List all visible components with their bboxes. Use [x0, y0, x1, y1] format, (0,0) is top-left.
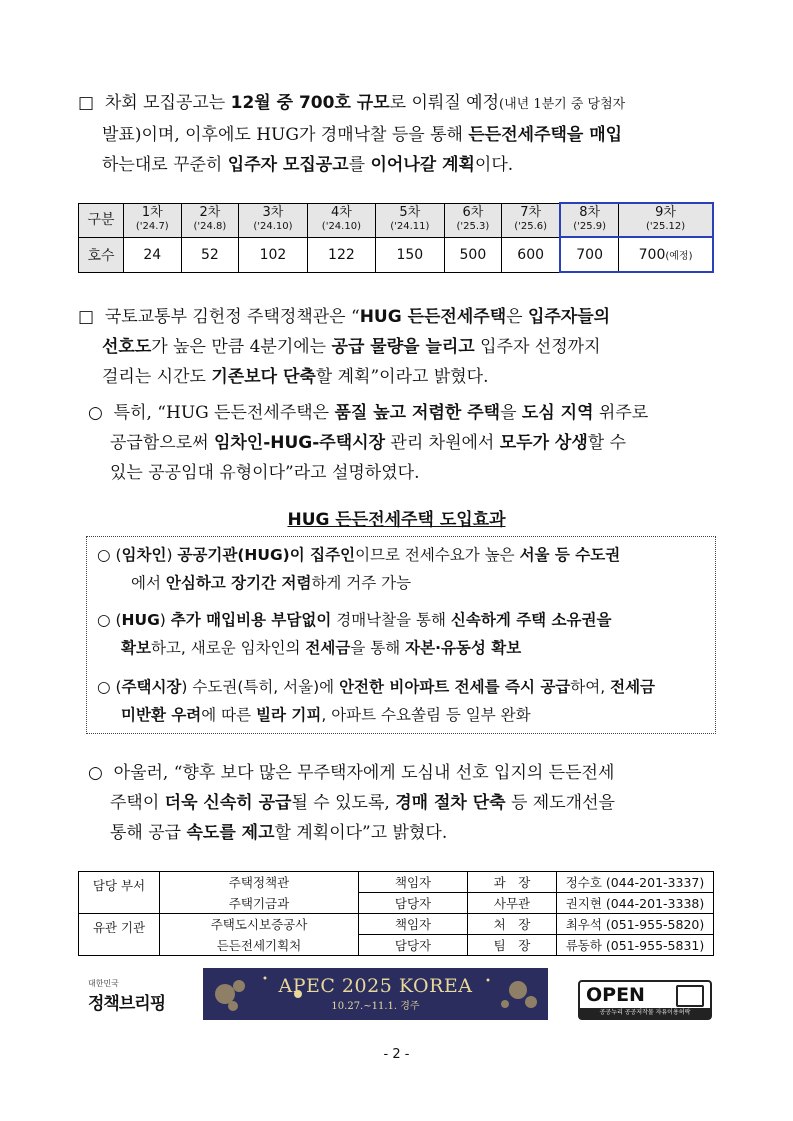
contact-person: 류동하 (051-955-5831): [557, 935, 714, 956]
round-cell: 6차 ('25.3): [444, 203, 502, 237]
contact-title: 사무관: [468, 893, 557, 914]
count-cell: 600: [502, 237, 560, 272]
effect-item-market: ○ (주택시장) 수도권(특히, 서울)에 안전한 비아파트 전세를 즉시 공급하여, 전세금 미반환 우려에 따른 빌라 기피, 아파트 수요쏠림 등 일부 완화: [97, 678, 656, 724]
contact-title: 팀 장: [468, 935, 557, 956]
contact-person: 권지현 (044-201-3338): [557, 893, 714, 914]
policy-briefing-logo[interactable]: 대한민국 정책브리핑: [88, 979, 166, 1014]
schedule-header-row: [79, 203, 714, 237]
circle-bullet: ○: [88, 403, 103, 423]
paragraph-future-plan: ○ 아울러, “향후 보다 많은 무주택자에게 도심내 선호 입지의 든든전세 주택이 더욱 신속히 공급될 수 있도록, 경매 절차 단축 등 제도개선을 통해 공급 속도를 제고할 계획이다”고 밝혔다.: [88, 763, 615, 843]
value-label-cell: 호수: [79, 237, 124, 272]
contact-title: 처 장: [468, 914, 557, 935]
count-cell: 122: [307, 237, 375, 272]
round-cell: 9차 ('25.12): [619, 203, 713, 237]
contact-role: 담당자: [359, 935, 468, 956]
effect-item-hug: ○ (HUG) 추가 매입비용 부담없이 경매낙찰을 통해 신속하게 주택 소유권을 확보하고, 새로운 임차인의 전세금을 통해 자본·유동성 확보: [97, 611, 612, 657]
count-cell: 102: [239, 237, 307, 272]
related-label: 유관 기관: [79, 914, 160, 956]
contact-role: 담당자: [359, 893, 468, 914]
square-bullet: □: [78, 93, 95, 113]
round-cell: 4차 ('24.10): [307, 203, 375, 237]
banner-title: APEC 2025 KOREA: [278, 975, 473, 997]
effect-item-tenant: ○ (임차인) 공공기관(HUG)이 집주인이므로 전세수요가 높은 서울 등 수도권 에서 안심하고 장기간 저렴하게 거주 가능: [97, 546, 621, 592]
square-bullet: □: [78, 307, 95, 327]
count-cell: 24: [124, 237, 182, 272]
org-name: 주택도시보증공사: [160, 914, 359, 935]
effects-title: HUG 든든전세주택 도입효과: [287, 510, 506, 530]
round-cell: 8차 ('25.9): [560, 203, 618, 237]
count-cell: 700: [560, 237, 618, 272]
round-cell: 1차 ('24.7): [124, 203, 182, 237]
round-cell: 7차 ('25.6): [502, 203, 560, 237]
count-cell: 52: [181, 237, 239, 272]
contact-person: 정수호 (044-201-3337): [557, 872, 714, 893]
org-name: 든든전세기획처: [160, 935, 359, 956]
dept-label: 담당 부서: [79, 872, 160, 914]
paragraph-quality-statement: ○ 특히, “HUG 든든전세주택은 품질 높고 저렴한 주택을 도심 지역 위주로 공급함으로써 임차인-HUG-주택시장 관리 차원에서 모두가 상생할 수 있는 공공임대 유형이다”라고 설명하였다.: [88, 403, 649, 483]
round-cell: 5차 ('24.11): [376, 203, 444, 237]
open-subtext: 공공누리 공공저작물 자유이용허락: [580, 1008, 710, 1018]
contact-table: [78, 871, 714, 956]
license-icon: [676, 985, 704, 1007]
paragraph-recruitment-plan: □ 차회 모집공고는 12월 중 700호 규모로 이뤄질 예정(내년 1분기 중 당첨자 발표)이며, 이후에도 HUG가 경매낙찰 등을 통해 든든전세주택을 매입 하는대로 꾸준히 입주자 모집공고를 이어나갈 계획이다.: [78, 93, 626, 175]
round-cell: 3차 ('24.10): [239, 203, 307, 237]
effects-box: [86, 536, 716, 734]
contact-row: [79, 914, 714, 935]
count-cell: 500: [444, 237, 502, 272]
contact-row: [79, 935, 714, 956]
dept-name: 주택정책관: [160, 872, 359, 893]
round-cell: 2차 ('24.8): [181, 203, 239, 237]
dept-name: 주택기금과: [160, 893, 359, 914]
open-text: OPEN: [586, 984, 645, 1006]
paragraph-ministry-statement: □ 국토교통부 김헌정 주택정책관은 “HUG 든든전세주택은 입주자들의 선호도가 높은 만큼 4분기에는 공급 물량을 늘리고 입주자 선정까지 걸리는 시간도 기존보다 단축할 계획”이라고 밝혔다.: [78, 307, 611, 387]
contact-title: 과 장: [468, 872, 557, 893]
page-number: - 2 -: [383, 1047, 410, 1062]
contact-row: [79, 872, 714, 893]
contact-role: 책임자: [359, 872, 468, 893]
contact-person: 최우석 (051-955-5820): [557, 914, 714, 935]
contact-role: 책임자: [359, 914, 468, 935]
open-license-logo[interactable]: [578, 980, 712, 1020]
header-label-cell: 구분: [79, 203, 124, 237]
recruitment-schedule-table: [78, 202, 714, 273]
count-cell: 700(예정): [619, 237, 713, 272]
banner-subtitle: 10.27.~11.1. 경주: [331, 1001, 420, 1012]
contact-row: [79, 893, 714, 914]
circle-bullet: ○: [88, 763, 103, 783]
count-cell: 150: [376, 237, 444, 272]
apec-banner[interactable]: [203, 968, 548, 1020]
schedule-count-row: [79, 237, 714, 272]
